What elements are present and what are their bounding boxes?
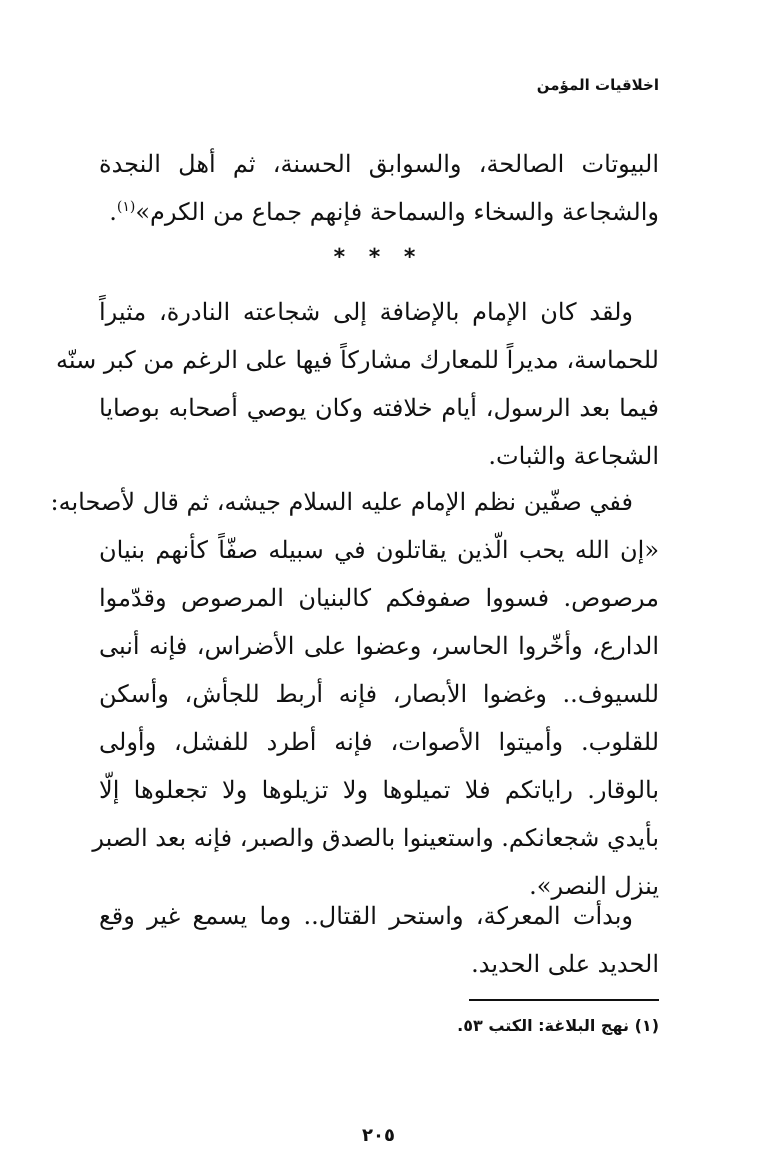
paragraph-continuation (99, 140, 659, 236)
text-line: وبدأت المعركة، واستحر القتال.. وما يسمع غير وقع (99, 902, 633, 930)
text-line-end: . (109, 198, 117, 226)
paragraph-battle-start (99, 892, 659, 988)
text-line: فيما بعد الرسول، أيام خلافته وكان يوصي أصحابه بوصايا (99, 394, 659, 422)
text-line: البيوتات الصالحة، والسوابق الحسنة، ثم أهل النجدة (99, 150, 659, 178)
text-line: الحديد على الحديد. (471, 950, 659, 978)
page-number: ٢٠٥ (362, 1125, 395, 1146)
text-line: للقلوب. وأميتوا الأصوات، فإنه أطرد للفشل، وأولى (99, 728, 659, 756)
text-line: للحماسة، مديراً للمعارك مشاركاً فيها على الرغم من كبر سنّه (55, 346, 659, 374)
running-header: اخلاقيات المؤمن (536, 76, 659, 94)
text-line-content: والشجاعة والسخاء والسماحة فإنهم جماع من الكرم» (135, 198, 659, 226)
text-line: «إن الله يحب الّذين يقاتلون في سبيله صفّاً كأنهم بنيان (99, 536, 659, 564)
quotation-speech (92, 526, 659, 910)
text-line: للسيوف.. وغضوا الأبصار، فإنه أربط للجأش، وأسكن (99, 680, 659, 708)
text-line: الدارع، وأخّروا الحاسر، وعضوا على الأضراس، فإنه أنبى (99, 632, 659, 660)
text-line: الشجاعة والثبات. (488, 442, 659, 470)
text-line: بالوقار. راياتكم فلا تميلوها ولا تزيلوها ولا تجعلوها إلّا (99, 776, 659, 804)
paragraph-siffin-intro (50, 478, 659, 526)
footnote-marker: (١) (116, 199, 136, 215)
text-line: ولقد كان الإمام بالإضافة إلى شجاعته النادرة، مثيراً (99, 298, 633, 326)
footnote: (١) نهج البلاغة: الكتب ٥٣. (457, 1016, 659, 1035)
text-line: بأيدي شجعانكم. واستعينوا بالصدق والصبر، فإنه بعد الصبر (92, 824, 659, 852)
text-line: ففي صفّين نظم الإمام عليه السلام جيشه، ثم قال لأصحابه: (50, 488, 633, 516)
footnote-divider (469, 999, 659, 1001)
text-line (99, 188, 659, 236)
text-line: ينزل النصر». (529, 872, 659, 900)
section-separator: * * * (333, 245, 424, 270)
paragraph-imam-courage (55, 288, 659, 480)
text-line: مرصوص. فسووا صفوفكم كالبنيان المرصوص وقدّموا (99, 584, 659, 612)
